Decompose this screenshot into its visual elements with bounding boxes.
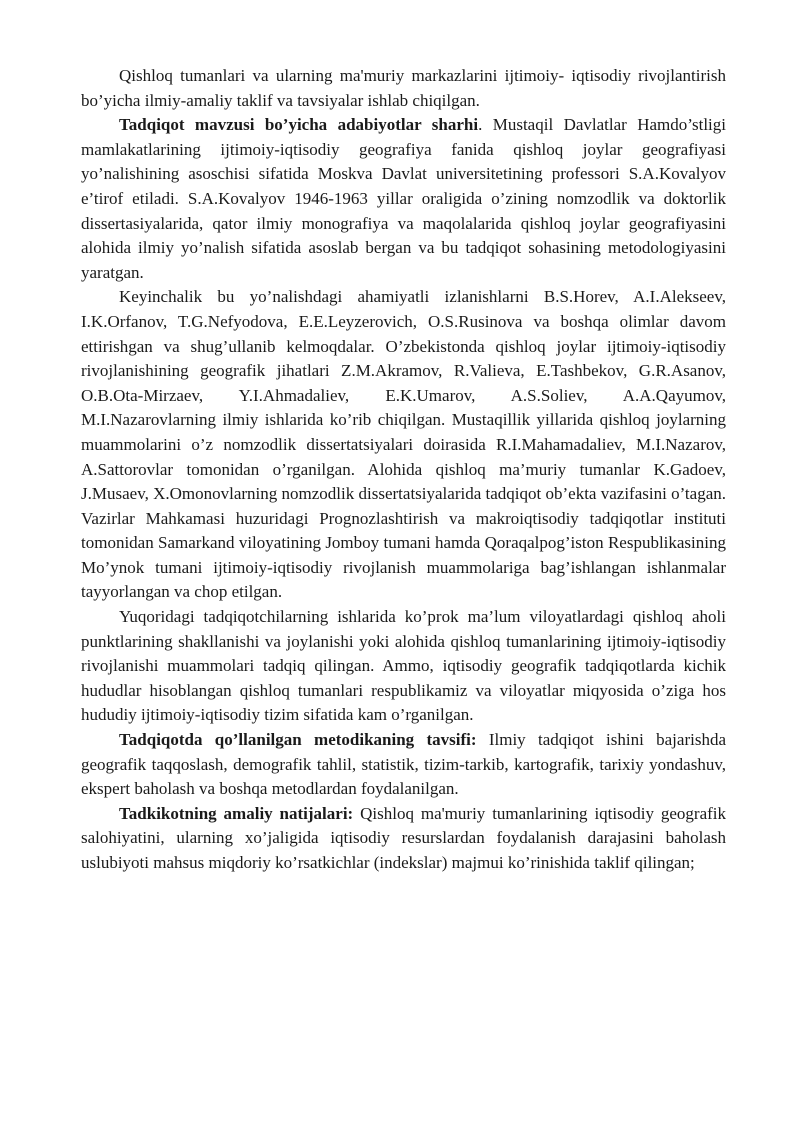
paragraph-research-gaps bbox=[81, 605, 726, 728]
paragraph-researchers bbox=[81, 285, 726, 605]
paragraph-text: Ilmiy tadqiqot ishini bajarishda geografik taqqoslash, demografik tahlil, statistik, tizim-tarkib, kartografik, tarixiy yondashuv, ekspert baholash va boshqa metodlardan foydalanilgan. bbox=[81, 730, 726, 799]
paragraph-heading: Tadqiqot mavzusi bo’yicha adabiyotlar sharhi bbox=[119, 115, 479, 135]
paragraph-methodology bbox=[81, 728, 726, 802]
paragraph-recommendations bbox=[81, 64, 726, 113]
paragraph-literature-review bbox=[81, 113, 726, 285]
paragraph-text: Yuqoridagi tadqiqotchilarning ishlarida ko’prok ma’lum viloyatlardagi qishloq aholi punktlarining shakllanishi va joylanishi yoki alohida qishloq tumanlarining ijtimoiy-iqtisodiy rivojlanishi muammolari tadqiq qilingan. Ammo, iqtisodiy geografik tadqiqotlarda kichik hududlar hisoblangan qishloq tumanlari respublikamiz va viloyatlar miqyosida o’ziga hos hududiy ijtimoiy-iqtisodiy tizim sifatida kam o’rganilgan. bbox=[81, 607, 726, 725]
document-page bbox=[81, 64, 726, 876]
paragraph-heading: Tadkikotning amaliy natijalari: bbox=[119, 803, 354, 823]
paragraph-text: Qishloq tumanlari va ularning ma'muriy markazlarini ijtimoiy- iqtisodiy rivojlantirish bo’yicha ilmiy-amaliy taklif va tavsiyalar ishlab chiqilgan. bbox=[81, 66, 726, 110]
paragraph-text: Qishloq ma'muriy tumanlarining iqtisodiy geografik salohiyatini, ularning xo’jaligida iqtisodiy resurslardan foydalanish darajasini baholash uslubiyoti mahsus miqdoriy ko’rsatkichlar (indekslar) majmui ko’rinishida taklif qilingan; bbox=[81, 803, 726, 872]
paragraph-heading: Tadqiqotda qo’llanilgan metodikaning tavsifi: bbox=[119, 730, 477, 750]
paragraph-practical-results bbox=[81, 802, 726, 876]
paragraph-text: Keyinchalik bu yo’nalishdagi ahamiyatli izlanishlarni B.S.Horev, A.I.Alekseev, I.K.Orfanov, T.G.Nefyodova, E.E.Leyzerovich, O.S.Rusinova va boshqa olimlar davom ettirishgan va shug’ullanib kelmoqdalar. O’zbekistonda qishloq joylar ijtimoiy-iqtisodiy rivojlanishining geografik jihatlari Z.M.Akramov, R.Valieva, E.Tashbekov, G.R.Asanov, O.B.Ota-Mirzaev, Y.I.Ahmadaliev, E.K.Umarov, A.S.Soliev, A.A.Qayumov, M.I.Nazarovlarning ilmiy ishlarida ko’rib chiqilgan. Mustaqillik yillarida qishloq joylarning muammolarini o’z nomzodlik dissertatsiyalari doirasida R.I.Mahamadaliev, M.I.Nazarov, A.Sattorovlar tomonidan o’rganilgan. Alohida qishloq ma’muriy tumanlar K.Gadoev, J.Musaev, X.Omonovlarning nomzodlik dissertatsiyalarida tadqiqot ob’ekta vazifasini o’tagan. Vazirlar Mahkamasi huzuridagi Prognozlashtirish va makroiqtisodiy tadqiqotlar instituti tomonidan Samarkand viloyatining Jomboy tumani hamda Qoraqalpog’iston Respublikasining Mo’ynok tumani ijtimoiy-iqtisodiy rivojlanish muammolariga bag’ishlangan ishlanmalar tayyorlangan va chop etilgan. bbox=[81, 287, 726, 602]
paragraph-text: . Mustaqil Davlatlar Hamdo’stligi mamlakatlarining ijtimoiy-iqtisodiy geografiya fanida qishloq joylar geografiyasi yo’nalishining asoschisi sifatida Moskva Davlat universitetining professori S.A.Kovalyov e’tirof etiladi. S.A.Kovalyov 1946-1963 yillar oraligida o’zining nomzodlik va doktorlik dissertasiyalarida, qator ilmiy monografiya va maqolalarida qishloq joylar geografiyasini alohida ilmiy yo’nalish sifatida asoslab bergan va bu tadqiqot sohasining metodologiyasini yaratgan. bbox=[81, 115, 727, 282]
